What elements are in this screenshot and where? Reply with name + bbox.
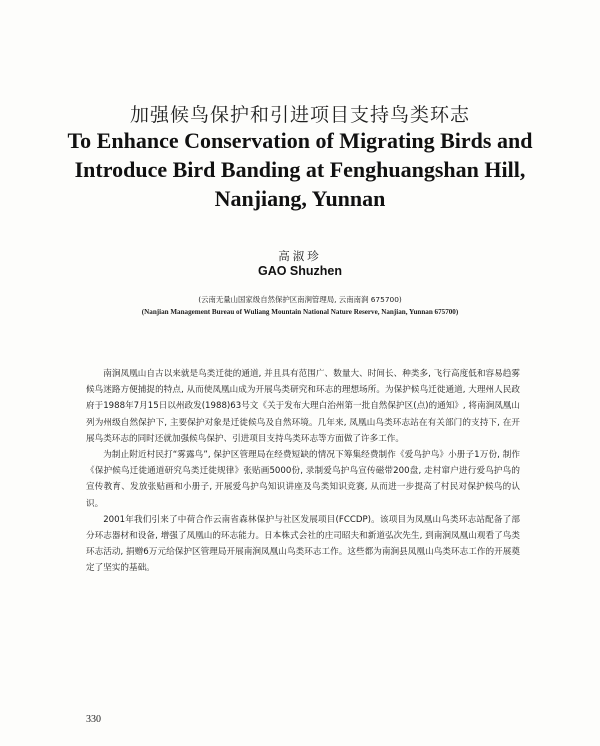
page-number: 330 [86,714,101,725]
article-body [86,366,520,577]
affiliation-chinese: (云南无量山国家级自然保护区南涧管理局, 云南南涧 675700) [198,295,402,304]
author-chinese: 高淑珍 [278,249,322,263]
body-paragraph: 南涧凤凰山自古以来就是鸟类迁徙的通道, 并且具有范围广、数量大、时间长、种类多, 飞行高度低和容易趋雾候鸟迷路方便捕捉的特点, 从而使凤凰山成为开展鸟类研究和环志的理想场所。为保护候鸟迁徙通道, 大理州人民政府于1988年7月15日以州政发(1988)63号文《关于发布大理白治州第一批自然保护区(点)的通知》, 将南涧凤凰山列为州级自然保护下, 主要保护对象是迁徙候鸟及自然环境。几年来, 凤凰山鸟类环志站在有关部门的支持下, 在开展鸟类环志的同时还就加强候鸟保护、引进项目支持鸟类环志等方面做了许多工作。 [86,369,520,444]
author-english: GAO Shuzhen [257,264,343,278]
body-paragraph: 为制止附近村民打“雾露鸟”, 保护区管理局在经费短缺的情况下筹集经费制作《爱鸟护鸟》小册子1万份, 制作《保护候鸟迁徙通道研究鸟类迁徙规律》张贴画5000份, 录制爱鸟护鸟宣传磁带200盘, 走村窜户进行爱鸟护鸟的宣传教育、发放张贴画和小册子, 开展爱鸟护鸟知识讲座及鸟类知识竞赛, 从而进一步提高了村民对保护候鸟的认识。 [86,450,520,509]
body-paragraph: 2001年我们引来了中荷合作云南省森林保护与社区发展项目(FCCDP)。该项目为凤凰山鸟类环志站配备了部分环志器材和设备, 增强了凤凰山的环志能力。日本株式会社的庄司昭夫和新道弘次先生, 到南涧凤凰山观看了鸟类环志活动, 捐赠6万元给保护区管理局开展南涧凤凰山鸟类环志工作。这些都为南涧县凤凰山鸟类环志工作的开展奠定了坚实的基础。 [86,514,520,574]
affiliation-english: (Nanjian Management Bureau of Wuliang Mountain National Nature Reserve, Nanjian, Yunnan 675700) [141,308,459,316]
title-chinese: 加强候鸟保护和引进项目支持鸟类环志 [129,104,470,126]
title-english: To Enhance Conservation of Migrating Birds and Introduce Bird Banding at Fenghuangshan Hill, Nanjiang, Yunnan [67,128,533,211]
